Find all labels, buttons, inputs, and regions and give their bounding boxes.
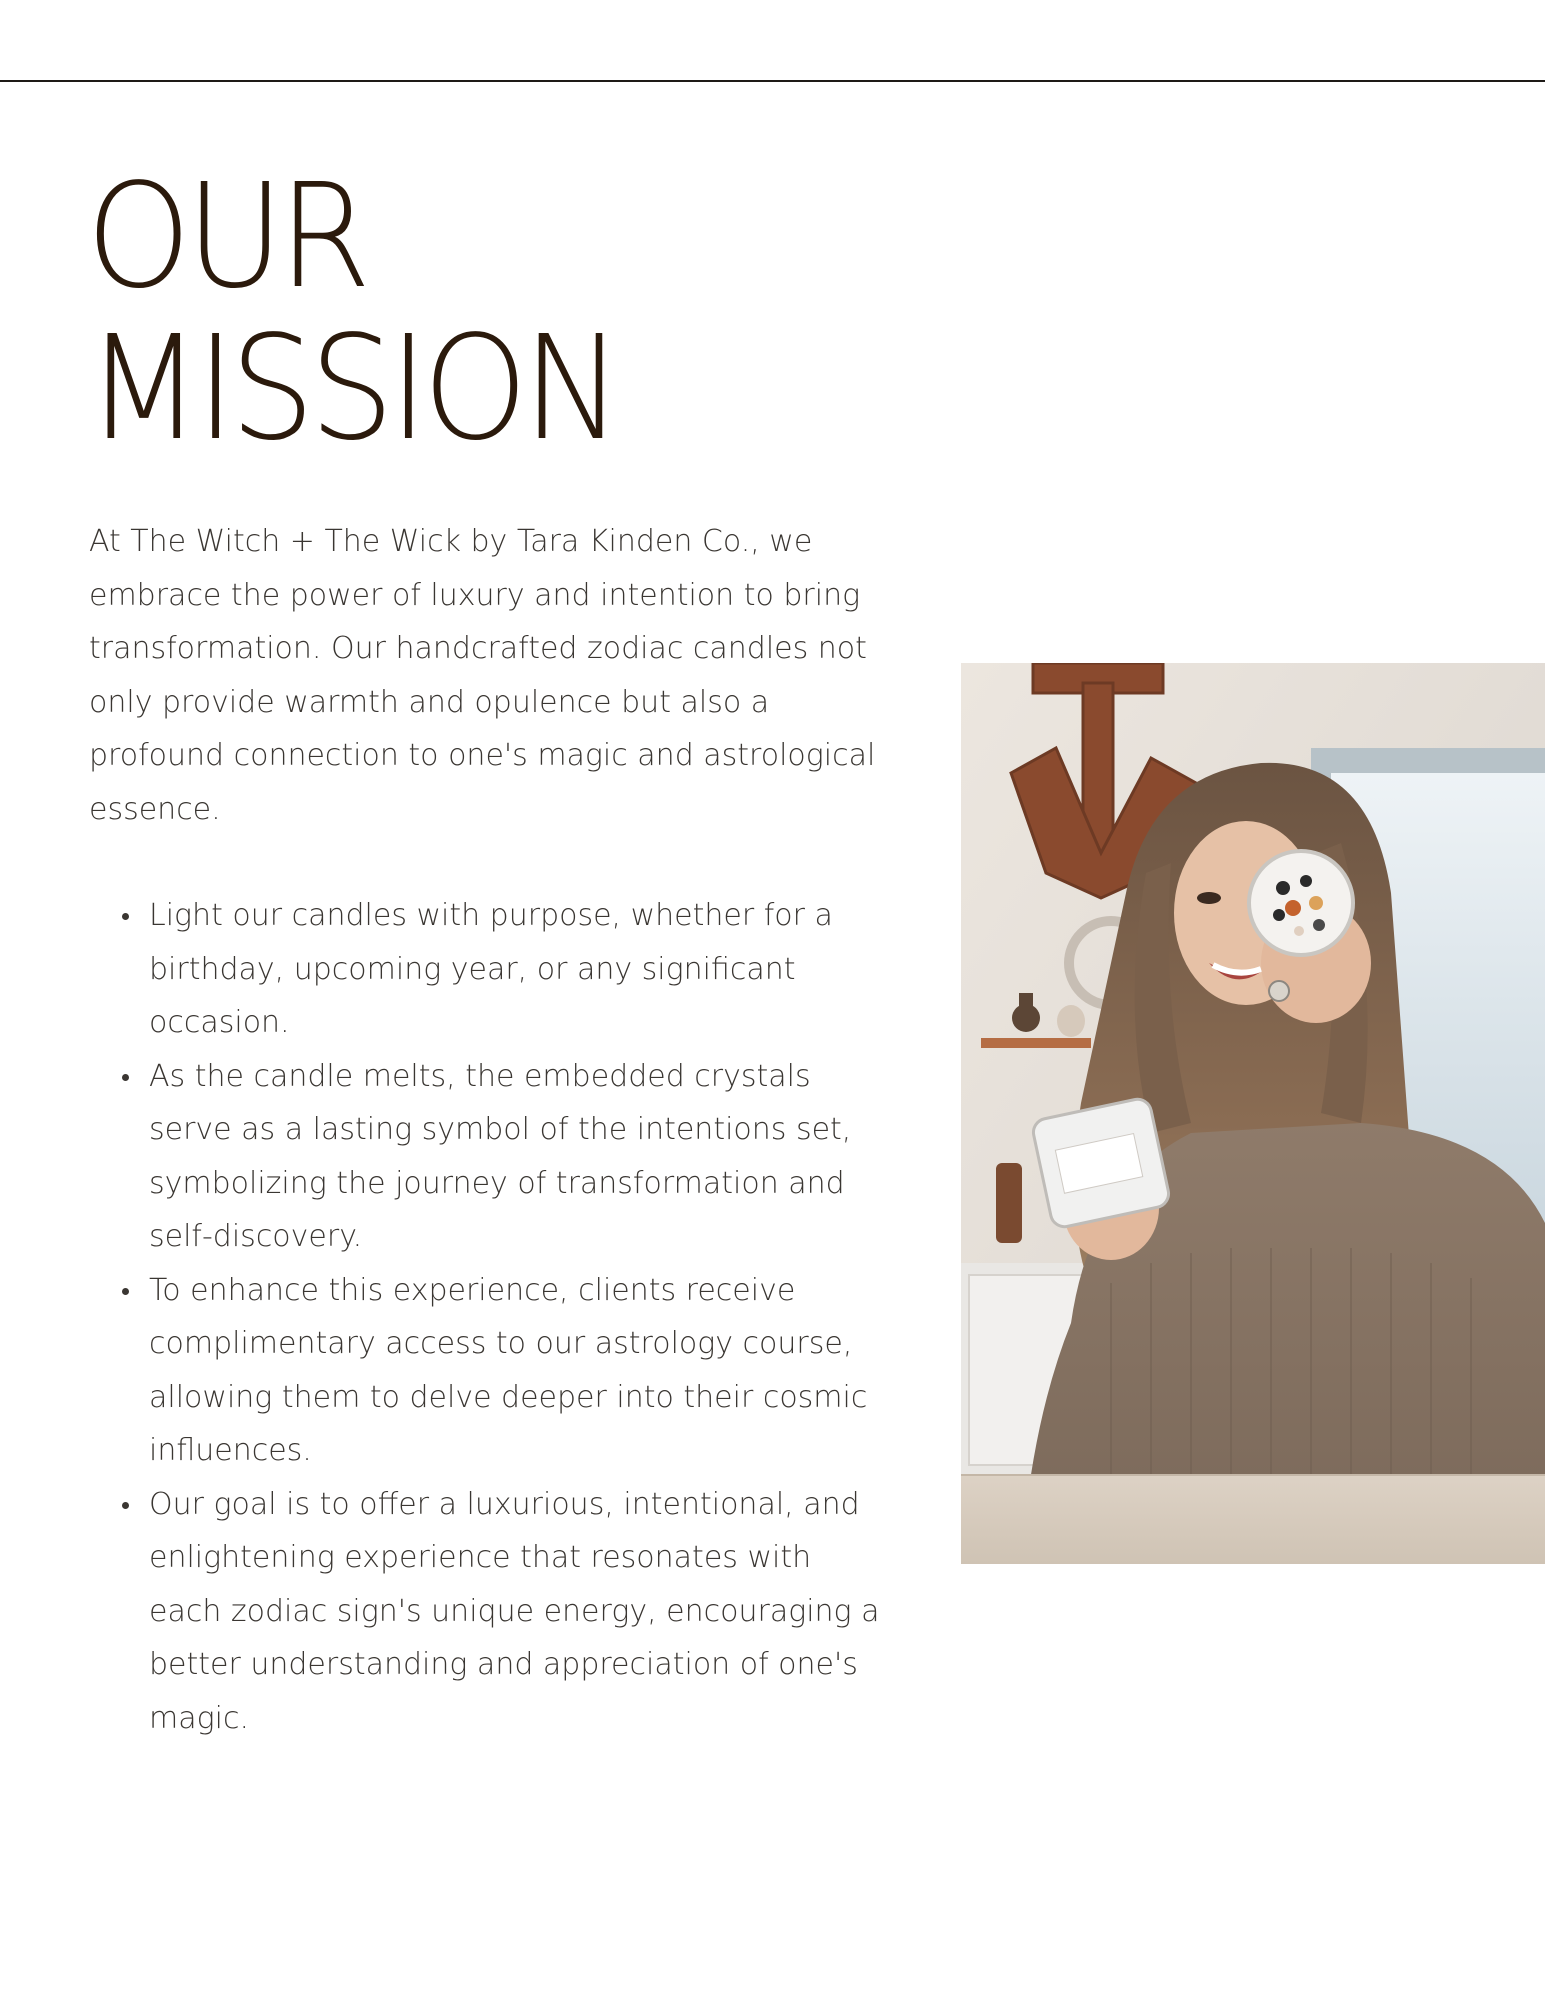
bullet-text: Our goal is to offer a luxurious, intentional, and enlightening experience that resonates with each zodiac sign's unique energy, encouraging a better understanding and appreciation of one's magic. <box>149 1486 880 1736</box>
bullet-icon <box>122 913 129 920</box>
list-item <box>149 889 889 1050</box>
top-divider-rule <box>0 80 1545 82</box>
bullet-text: To enhance this experience, clients receive complimentary access to our astrology course, allowing them to delve deeper into their cosmic influences. <box>149 1272 868 1468</box>
bullet-icon <box>122 1288 129 1295</box>
title-line-1: OUR <box>86 152 366 320</box>
bullet-icon <box>122 1502 129 1509</box>
intro-paragraph: At The Witch + The Wick by Tara Kinden Co., we embrace the power of luxury and intention to bring transformation. Our handcrafted zodiac candles not only provide warmth and opulence but also a profound connection to one's magic and astrological essence. <box>89 524 876 827</box>
list-item <box>149 1478 889 1746</box>
list-item <box>149 1264 889 1478</box>
bullet-icon <box>122 1074 129 1081</box>
woman-with-candles-photo <box>961 663 1545 1564</box>
bullet-text: Light our candles with purpose, whether for a birthday, upcoming year, or any significant occasion. <box>149 898 833 1040</box>
photo-illustration <box>961 663 1545 1564</box>
mission-bullet-list <box>149 889 889 1745</box>
mission-body <box>89 515 889 1745</box>
title-line-2: MISSION <box>86 304 618 472</box>
list-item <box>149 1050 889 1264</box>
page-title <box>86 152 737 472</box>
bullet-text: As the candle melts, the embedded crystals serve as a lasting symbol of the intentions set, symbolizing the journey of transformation and self-discovery. <box>149 1058 852 1254</box>
